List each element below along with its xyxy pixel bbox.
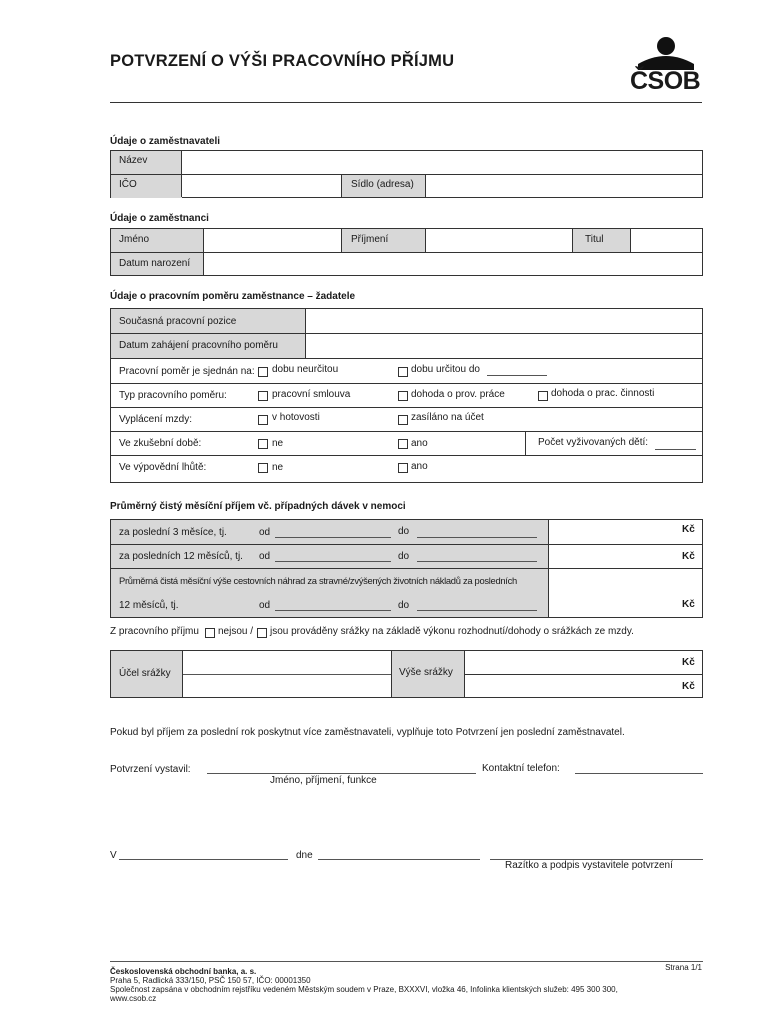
income-3m-label: za poslední 3 měsíce, tj. bbox=[119, 527, 227, 538]
employer-ico-label: IČO bbox=[111, 175, 182, 198]
issued-by-line[interactable] bbox=[207, 773, 476, 774]
footer-divider bbox=[110, 961, 703, 962]
employer-heading: Údaje o zaměstnavateli bbox=[110, 136, 221, 147]
travel-allowance-label-2: 12 měsíců, tj. bbox=[119, 600, 179, 611]
employee-surname-input[interactable] bbox=[426, 229, 572, 252]
travel-allowance-to: do bbox=[398, 600, 410, 611]
dpp-checkbox[interactable] bbox=[398, 391, 408, 401]
indefinite-label: dobu neurčitou bbox=[272, 364, 339, 375]
deduction-amount-currency-1: Kč bbox=[682, 657, 695, 668]
fixed-term-label: dobu určitou do bbox=[411, 364, 480, 375]
date-label: dne bbox=[296, 850, 313, 861]
income-3m-from: od bbox=[259, 527, 271, 538]
csob-logo bbox=[628, 34, 708, 96]
probation-yes-label: ano bbox=[411, 438, 428, 449]
employer-name-label: Název bbox=[111, 151, 182, 175]
notice-no-label: ne bbox=[272, 462, 284, 473]
employment-start-label: Datum zahájení pracovního poměru bbox=[111, 334, 305, 358]
issuer-name-caption: Jméno, příjmení, funkce bbox=[270, 775, 377, 786]
travel-allowance-currency: Kč bbox=[682, 599, 695, 610]
dependents-label: Počet vyživovaných dětí: bbox=[538, 437, 649, 448]
employer-table bbox=[110, 150, 703, 198]
dpp-label: dohoda o prov. práce bbox=[411, 389, 505, 400]
page-title: POTVRZENÍ O VÝŠI PRACOVNÍHO PŘÍJMU bbox=[110, 52, 455, 70]
issued-by-label: Potvrzení vystavil: bbox=[110, 764, 191, 775]
stamp-signature-caption: Razítko a podpis vystavitele potvrzení bbox=[505, 860, 673, 871]
last-employer-note: Pokud byl příjem za poslední rok poskytnut více zaměstnavateli, vyplňuje toto Potvrzení jen poslední zaměstnavatel. bbox=[110, 727, 625, 738]
deduction-amount-currency-2: Kč bbox=[682, 681, 695, 692]
dpc-label: dohoda o prac. činnosti bbox=[551, 388, 655, 399]
income-12m-to: do bbox=[398, 551, 410, 562]
employer-address-input[interactable] bbox=[426, 175, 702, 197]
employee-surname-label: Příjmení bbox=[342, 229, 425, 252]
probation-label: Ve zkušební době: bbox=[119, 438, 202, 449]
employment-contract-checkbox[interactable] bbox=[258, 391, 268, 401]
page-number: Strana 1/1 bbox=[665, 963, 702, 972]
deductions-none-checkbox[interactable] bbox=[205, 628, 215, 638]
pay-account-checkbox[interactable] bbox=[398, 415, 408, 425]
contact-phone-line[interactable] bbox=[575, 773, 703, 774]
probation-no-checkbox[interactable] bbox=[258, 439, 268, 449]
employment-table bbox=[110, 308, 703, 483]
footer-registry: Společnost zapsána v obchodním rejstříku vedeném Městským soudem v Praze, BXXXVI, vložka 46, Infolinka klientských služeb: 495 300 300, bbox=[110, 985, 618, 994]
income-12m-currency: Kč bbox=[682, 551, 695, 562]
probation-yes-checkbox[interactable] bbox=[398, 439, 408, 449]
fixed-term-checkbox[interactable] bbox=[398, 367, 408, 377]
income-heading: Průměrný čistý měsíční příjem vč. případných dávek v nemoci bbox=[110, 501, 406, 512]
contact-phone-label: Kontaktní telefon: bbox=[482, 763, 560, 774]
footer-company: Československá obchodní banka, a. s. bbox=[110, 967, 257, 976]
footer bbox=[110, 967, 618, 1003]
employer-name-input[interactable] bbox=[183, 151, 702, 174]
dpc-checkbox[interactable] bbox=[538, 391, 548, 401]
deduction-statement-b: jsou prováděny srážky na základě výkonu rozhodnutí/dohody o srážkách ze mzdy. bbox=[270, 626, 634, 637]
notice-yes-label: ano bbox=[411, 461, 428, 472]
employee-title-input[interactable] bbox=[631, 229, 702, 252]
employer-address-label: Sídlo (adresa) bbox=[342, 175, 425, 197]
employment-heading: Údaje o pracovním poměru zaměstnance – žadatele bbox=[110, 291, 356, 302]
deductions-none-label: nejsou / bbox=[218, 626, 254, 637]
employee-first-name-label: Jméno bbox=[111, 229, 203, 252]
employee-first-name-input[interactable] bbox=[204, 229, 341, 252]
income-12m-from: od bbox=[259, 551, 271, 562]
csob-logo-text: ČSOB bbox=[630, 67, 701, 95]
place-label: V bbox=[110, 850, 117, 861]
deduction-statement-a: Z pracovního příjmu bbox=[110, 626, 199, 637]
indefinite-checkbox[interactable] bbox=[258, 367, 268, 377]
pay-cash-label: v hotovosti bbox=[272, 412, 320, 423]
header-divider bbox=[110, 102, 702, 103]
deduction-table bbox=[110, 650, 703, 698]
place-line[interactable] bbox=[119, 859, 288, 860]
employee-heading: Údaje o zaměstnanci bbox=[110, 213, 209, 224]
income-3m-to: do bbox=[398, 526, 410, 537]
footer-web: www.csob.cz bbox=[110, 994, 157, 1003]
deduction-statement bbox=[110, 626, 710, 640]
employee-birth-date-label: Datum narození bbox=[111, 253, 203, 275]
travel-allowance-from: od bbox=[259, 600, 271, 611]
income-table bbox=[110, 519, 703, 618]
pay-account-label: zasíláno na účet bbox=[411, 412, 484, 423]
notice-period-label: Ve výpovědní lhůtě: bbox=[119, 462, 207, 473]
contract-term-label: Pracovní poměr je sjednán na: bbox=[119, 366, 255, 377]
pay-cash-checkbox[interactable] bbox=[258, 415, 268, 425]
travel-allowance-label: Průměrná čistá měsíční výše cestovních náhrad za stravné/zvýšených životních nákladů za posledních bbox=[119, 575, 517, 586]
deduction-purpose-label: Účel srážky bbox=[111, 651, 182, 697]
income-12m-label: za posledních 12 měsíců, tj. bbox=[119, 551, 243, 562]
employee-birth-date-input[interactable] bbox=[204, 253, 702, 275]
date-line[interactable] bbox=[318, 859, 480, 860]
notice-yes-checkbox[interactable] bbox=[398, 463, 408, 473]
salary-payment-label: Vyplácení mzdy: bbox=[119, 414, 192, 425]
employment-contract-label: pracovní smlouva bbox=[272, 389, 351, 400]
employment-start-input[interactable] bbox=[306, 334, 702, 358]
deduction-amount-label: Výše srážky bbox=[392, 651, 464, 697]
contract-type-label: Typ pracovního poměru: bbox=[119, 390, 227, 401]
deductions-applied-checkbox[interactable] bbox=[257, 628, 267, 638]
employment-position-input[interactable] bbox=[306, 309, 702, 333]
employer-ico-input[interactable] bbox=[183, 175, 341, 197]
probation-no-label: ne bbox=[272, 438, 284, 449]
footer-address: Praha 5, Radlická 333/150, PSČ 150 57, IČO: 00001350 bbox=[110, 976, 311, 985]
employment-position-label: Současná pracovní pozice bbox=[111, 309, 305, 334]
employee-title-label: Titul bbox=[573, 229, 630, 252]
income-3m-currency: Kč bbox=[682, 524, 695, 535]
notice-no-checkbox[interactable] bbox=[258, 463, 268, 473]
employee-table bbox=[110, 228, 703, 276]
